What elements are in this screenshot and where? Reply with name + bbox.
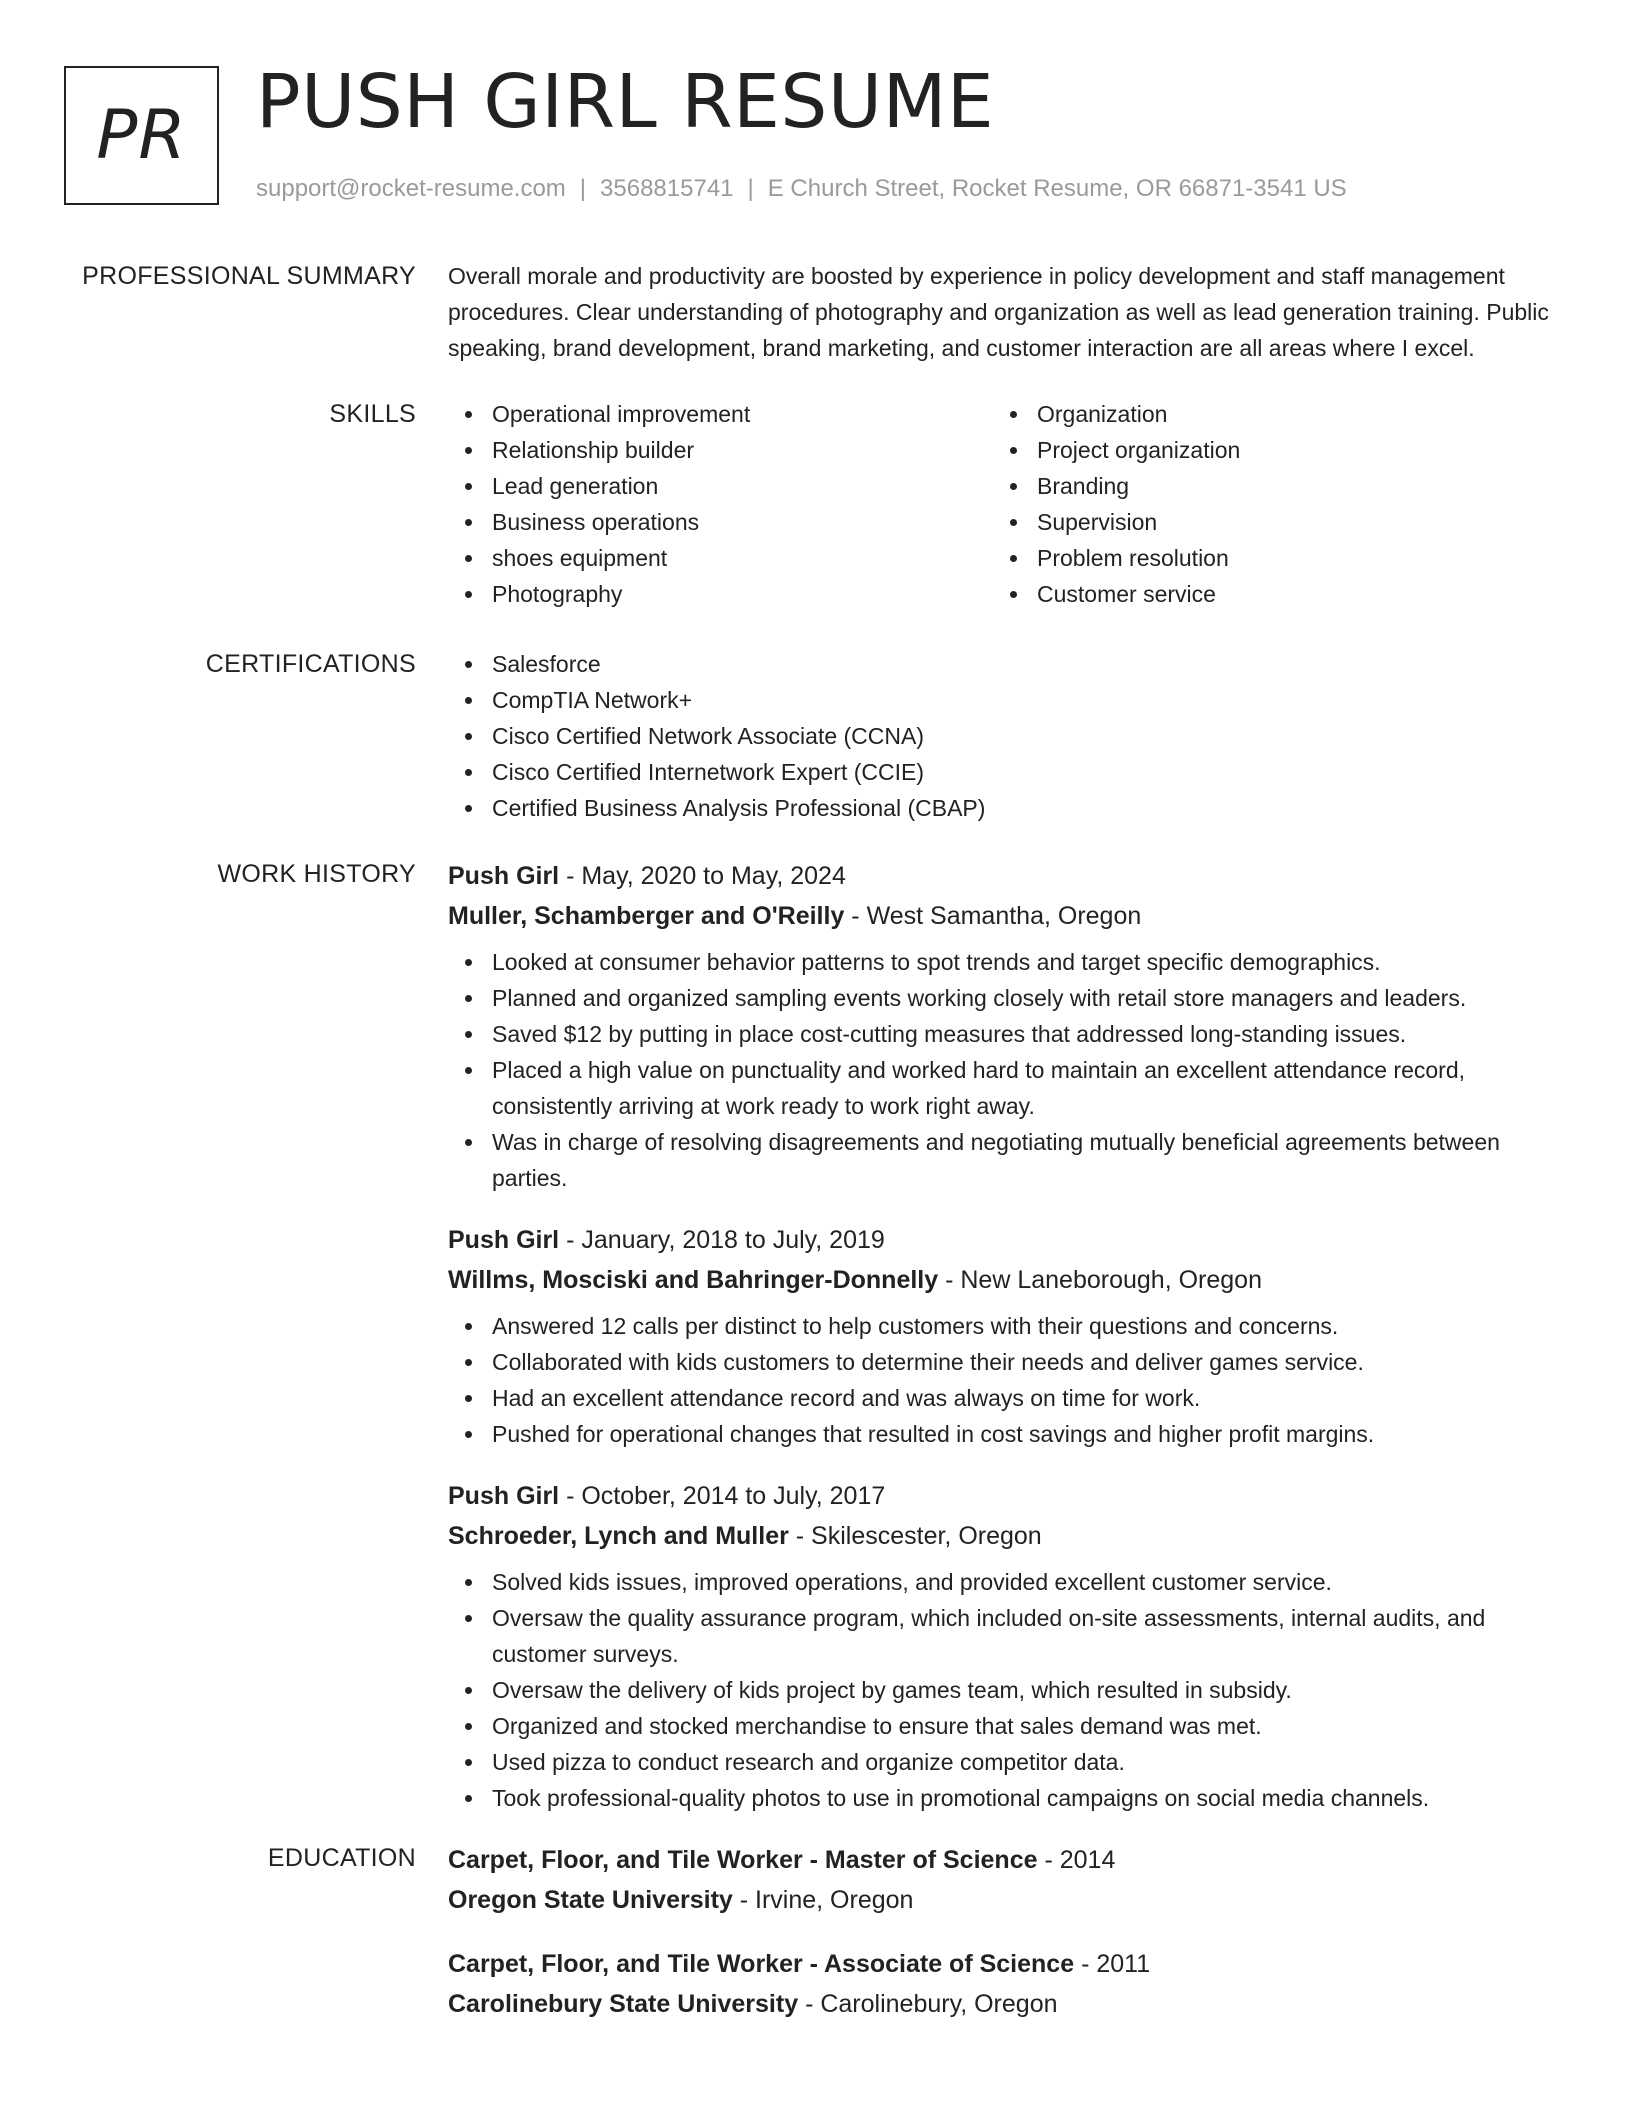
skill-item: Business operations xyxy=(448,504,993,540)
job-location: - West Samantha, Oregon xyxy=(844,902,1142,930)
section-education xyxy=(64,1840,1568,2048)
section-label: CERTIFICATIONS xyxy=(205,650,416,678)
education-year: - 2011 xyxy=(1074,1950,1151,1978)
job-title: Push Girl xyxy=(448,1226,560,1254)
job-bullet: Solved kids issues, improved operations, and provided excellent customer service. xyxy=(448,1564,1568,1600)
section-label: SKILLS xyxy=(329,400,416,428)
job-bullets xyxy=(448,1308,1568,1452)
education-year: - 2014 xyxy=(1037,1846,1116,1874)
education-school: Carolinebury State University xyxy=(448,1990,799,2018)
certification-item: Cisco Certified Internetwork Expert (CCIE) xyxy=(448,754,1568,790)
job-title: Push Girl xyxy=(448,862,560,890)
skill-item: Relationship builder xyxy=(448,432,993,468)
job-title-line xyxy=(448,1476,1568,1516)
certification-item: CompTIA Network+ xyxy=(448,682,1568,718)
skill-item: Project organization xyxy=(993,432,1538,468)
contact-line xyxy=(256,172,1347,206)
job-dates: - May, 2020 to May, 2024 xyxy=(559,862,846,890)
section-certifications xyxy=(64,646,1568,826)
job-location: - New Laneborough, Oregon xyxy=(938,1266,1262,1294)
job-company: Schroeder, Lynch and Muller xyxy=(448,1522,789,1550)
section-label: PROFESSIONAL SUMMARY xyxy=(82,262,416,290)
job-bullet: Oversaw the quality assurance program, which included on-site assessments, internal audits, and customer surveys. xyxy=(448,1600,1568,1672)
certification-item: Certified Business Analysis Professional (CBAP) xyxy=(448,790,1568,826)
skill-item: Branding xyxy=(993,468,1538,504)
education-location: - Carolinebury, Oregon xyxy=(798,1990,1058,2018)
resume-content xyxy=(64,258,1568,2048)
skill-item: Photography xyxy=(448,576,993,612)
skill-item: shoes equipment xyxy=(448,540,993,576)
section-skills xyxy=(64,396,1568,612)
section-work-history xyxy=(64,856,1568,1840)
education-degree: Carpet, Floor, and Tile Worker - Master of Science xyxy=(448,1846,1038,1874)
skill-item: Problem resolution xyxy=(993,540,1538,576)
certification-item: Cisco Certified Network Associate (CCNA) xyxy=(448,718,1568,754)
job-bullets xyxy=(448,1564,1568,1816)
job-bullets xyxy=(448,944,1568,1196)
education-location: - Irvine, Oregon xyxy=(732,1886,914,1914)
contact-separator: | xyxy=(579,175,587,202)
job-company-line xyxy=(448,1260,1568,1300)
job-bullet: Used pizza to conduct research and organize competitor data. xyxy=(448,1744,1568,1780)
job-bullet: Collaborated with kids customers to determine their needs and deliver games service. xyxy=(448,1344,1568,1380)
skill-item: Lead generation xyxy=(448,468,993,504)
job-bullet: Answered 12 calls per distinct to help customers with their questions and concerns. xyxy=(448,1308,1568,1344)
job-bullet: Oversaw the delivery of kids project by games team, which resulted in subsidy. xyxy=(448,1672,1568,1708)
skills-list-left xyxy=(448,396,993,612)
education-school: Oregon State University xyxy=(448,1886,733,1914)
education-school-line xyxy=(448,1880,1568,1920)
education-degree: Carpet, Floor, and Tile Worker - Associate of Science xyxy=(448,1950,1075,1978)
skill-item: Organization xyxy=(993,396,1538,432)
certifications-list xyxy=(448,646,1568,826)
job-company: Willms, Mosciski and Bahringer-Donnelly xyxy=(448,1266,939,1294)
job-dates: - October, 2014 to July, 2017 xyxy=(559,1482,886,1510)
job-location: - Skilescester, Oregon xyxy=(788,1522,1042,1550)
job-bullet: Pushed for operational changes that resulted in cost savings and higher profit margins. xyxy=(448,1416,1568,1452)
education-entry xyxy=(448,1944,1568,2024)
certification-item: Salesforce xyxy=(448,646,1568,682)
job-company-line xyxy=(448,1516,1568,1556)
job-bullet: Planned and organized sampling events working closely with retail store managers and leaders. xyxy=(448,980,1568,1016)
resume-name: PUSH GIRL RESUME xyxy=(256,59,995,145)
section-professional-summary xyxy=(64,258,1568,366)
monogram-initials: PR xyxy=(96,96,187,175)
skill-item: Customer service xyxy=(993,576,1538,612)
job-company: Muller, Schamberger and O'Reilly xyxy=(448,902,845,930)
job-entry xyxy=(448,1476,1568,1816)
skill-item: Supervision xyxy=(993,504,1538,540)
monogram-logo xyxy=(64,66,219,205)
job-entry xyxy=(448,1220,1568,1452)
education-entry xyxy=(448,1840,1568,1920)
job-bullet: Looked at consumer behavior patterns to spot trends and target specific demographics. xyxy=(448,944,1568,980)
job-bullet: Placed a high value on punctuality and worked hard to maintain an excellent attendance record, consistently arriving at work ready to work right away. xyxy=(448,1052,1568,1124)
job-title-line xyxy=(448,856,1568,896)
contact-address: E Church Street, Rocket Resume, OR 66871-3541 US xyxy=(767,175,1347,202)
job-bullet: Organized and stocked merchandise to ensure that sales demand was met. xyxy=(448,1708,1568,1744)
summary-text: Overall morale and productivity are boosted by experience in policy development and staff management procedures. Clear understanding of photography and organization as well as lead generation training. Public speaking, brand development, brand marketing, and customer interaction are all areas where I excel. xyxy=(448,263,1549,361)
education-degree-line xyxy=(448,1944,1568,1984)
job-dates: - January, 2018 to July, 2019 xyxy=(559,1226,885,1254)
job-company-line xyxy=(448,896,1568,936)
education-degree-line xyxy=(448,1840,1568,1880)
section-label: WORK HISTORY xyxy=(217,860,416,888)
contact-phone: 3568815741 xyxy=(600,175,734,202)
job-title: Push Girl xyxy=(448,1482,560,1510)
job-bullet: Had an excellent attendance record and was always on time for work. xyxy=(448,1380,1568,1416)
skill-item: Operational improvement xyxy=(448,396,993,432)
job-title-line xyxy=(448,1220,1568,1260)
job-bullet: Saved $12 by putting in place cost-cutting measures that addressed long-standing issues. xyxy=(448,1016,1568,1052)
contact-email: support@rocket-resume.com xyxy=(256,175,566,202)
job-entry xyxy=(448,856,1568,1196)
education-school-line xyxy=(448,1984,1568,2024)
skills-list-right xyxy=(993,396,1538,612)
job-bullet: Was in charge of resolving disagreements and negotiating mutually beneficial agreements between parties. xyxy=(448,1124,1568,1196)
section-label: EDUCATION xyxy=(267,1844,416,1872)
job-bullet: Took professional-quality photos to use in promotional campaigns on social media channels. xyxy=(448,1780,1568,1816)
contact-separator: | xyxy=(747,175,754,202)
